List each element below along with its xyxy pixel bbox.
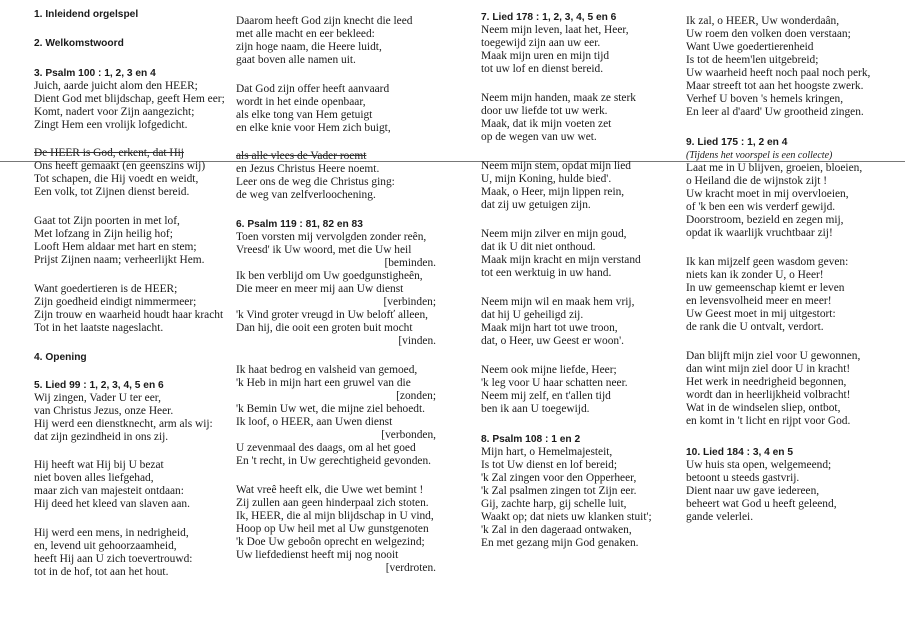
text-line: Maak, dat ik mijn voeten zet: [481, 118, 612, 130]
text-line: Hij werd een mens, in nedrigheid,: [34, 527, 189, 539]
text-line: Uw huis sta open, welgemeend;: [686, 459, 832, 471]
text-line: Hij deed het kleed van slaven aan.: [34, 498, 190, 510]
text-line: Tot schapen, die Hij voedt en weidt,: [34, 173, 199, 185]
text-line: 'k Bemin Uw wet, die mijne ziel behoedt.: [236, 403, 426, 415]
text-line: gande velerlei.: [686, 511, 754, 523]
text-line: 'k Vind groter vreugd in Uw belofť alleen,: [236, 309, 429, 321]
italic-note: (Tijdens het voorspel is een collecte): [686, 150, 833, 161]
text-line: 'k Heb in mijn hart een gruwel van die: [236, 377, 411, 389]
text-line: beheert wat God u heeft geleend,: [686, 498, 837, 510]
text-line: op de wegen van uw wet.: [481, 131, 597, 143]
text-line: Ik loof, o HEER, aan Uwen dienst: [236, 416, 393, 428]
text-line: Dan hij, die ooit een groten buit mocht: [236, 322, 413, 334]
text-line: Ons heeft gemaakt (en geenszins wij): [34, 160, 206, 172]
text-line: Wat vreê heeft elk, die Uwe wet bemint !: [236, 484, 424, 496]
section-heading: 9. Lied 175 : 1, 2 en 4: [686, 137, 788, 148]
text-line: Mijn hart, o Hemelmajesteit,: [481, 446, 613, 458]
section-heading: 3. Psalm 100 : 1, 2, 3 en 4: [34, 68, 156, 79]
text-line: en elke knie voor Hem zich buigt,: [236, 122, 391, 134]
text-line: Laat me in U blijven, groeien, bloeien,: [686, 162, 863, 174]
text-line: U, mijn Koning, hulde bied'.: [481, 173, 612, 185]
text-line: De HEER is God, erkent, dat Hij: [34, 147, 184, 159]
text-line: ben ik aan U toegewijd.: [481, 403, 590, 415]
text-line: Want goedertieren is de HEER;: [34, 283, 178, 295]
text-line: Ik, HEER, die al mijn blijdschap in U vind,: [236, 510, 434, 522]
text-line: maar zich van majesteit ontdaan:: [34, 485, 184, 497]
text-line: Uw Geest moet in mij uitgestort:: [686, 308, 836, 320]
section-heading: 1. Inleidend orgelspel: [34, 9, 139, 20]
continuation-line: [verbonden,: [381, 429, 436, 441]
section-heading: 5. Lied 99 : 1, 2, 3, 4, 5 en 6: [34, 380, 164, 391]
section-heading: 2. Welkomstwoord: [34, 38, 124, 49]
text-line: en Jezus Christus Heere noemt.: [236, 163, 380, 175]
continuation-line: [zonden;: [396, 390, 436, 402]
text-line: Neem mijn stem, opdat mijn lied: [481, 160, 631, 172]
text-line: En 't recht, in Uw gerechtigheid gevonden.: [236, 455, 431, 467]
text-line: Is tot Uw dienst en lof bereid;: [481, 459, 618, 471]
section-heading: 4. Opening: [34, 352, 87, 363]
continuation-line: [verdroten.: [385, 562, 436, 574]
text-line: of 'k ben een wis verderf gewijd.: [686, 201, 836, 213]
text-line: Het werk in needrigheid begonnen,: [686, 376, 847, 388]
text-line: met alle macht en eer bekleed:: [236, 28, 375, 40]
text-line: wordt in het einde openbaar,: [236, 96, 366, 108]
text-line: Vreesd' ik Uw woord, met die Uw heil: [236, 244, 412, 256]
text-line: niet boven alles liefgehad,: [34, 472, 154, 484]
text-line: Zij zullen aan geen hinderpaal zich stoten.: [236, 497, 429, 509]
text-line: en levensvolheid meer en meer!: [686, 295, 832, 307]
continuation-line: [verbinden;: [383, 296, 436, 308]
text-line: U zevenmaal des daags, om al het goed: [236, 442, 416, 454]
text-line: de rank die U ontvalt, verdort.: [686, 321, 824, 333]
text-line: Doorstroom, bezield en zegen mij,: [686, 214, 844, 226]
text-line: dat hij U geheiligd zij.: [481, 309, 584, 321]
text-line: Zijn goedheid eindigt nimmermeer;: [34, 296, 197, 308]
text-line: Maak, o Heer, mijn lippen rein,: [481, 186, 625, 198]
text-line: Leer ons de weg die Christus ging:: [236, 176, 395, 188]
text-line: dat zij uw getuigen zijn.: [481, 199, 591, 211]
text-line: en komt in 't licht en rijpt voor God.: [686, 415, 851, 427]
text-line: gaat boven alle namen uit.: [236, 54, 356, 66]
text-line: en, levend uit gehoorzaamheid,: [34, 540, 177, 552]
text-line: Is tot de heem'len uitgebreid;: [686, 54, 819, 66]
text-line: tot een werktuig in uw hand.: [481, 267, 612, 279]
text-line: Gaat tot Zijn poorten in met lof,: [34, 215, 180, 227]
text-line: Maak mijn kracht en mijn verstand: [481, 254, 641, 266]
text-line: 'k Zal psalmen zingen tot Zijn eer.: [481, 485, 637, 497]
text-line: Ik kan mijzelf geen wasdom geven:: [686, 256, 849, 268]
text-line: dat ik U dit niet onthoud.: [481, 241, 596, 253]
text-line: Tot in het laatste nageslacht.: [34, 322, 164, 334]
text-line: betoont u steeds gastvrij.: [686, 472, 800, 484]
text-line: Juich, aarde juicht alom den HEER;: [34, 80, 198, 92]
text-line: toegewijd zijn aan uw eer.: [481, 37, 601, 49]
text-line: Uw liefdedienst heeft mij nog nooit: [236, 549, 399, 561]
text-line: Neem mijn wil en maak hem vrij,: [481, 296, 635, 308]
text-line: Komt, nadert voor Zijn aangezicht;: [34, 106, 195, 118]
text-line: Verhef U boven 's hemels kringen,: [686, 93, 844, 105]
text-line: Ik haat bedrog en valsheid van gemoed,: [236, 364, 418, 376]
text-line: door uw liefde tot uw werk.: [481, 105, 608, 117]
text-line: 'k Doe Uw geboôn oprecht en welgezind;: [236, 536, 425, 548]
text-line: niets kan ik zonder U, o Heer!: [686, 269, 824, 281]
section-heading: 10. Lied 184 : 3, 4 en 5: [686, 447, 794, 458]
text-line: Wat in de windselen sliep, ontbot,: [686, 402, 841, 414]
text-line: tot uw lof en dienst bereid.: [481, 63, 604, 75]
text-line: Neem mijn zilver en mijn goud,: [481, 228, 627, 240]
text-line: Want Uwe goedertierenheid: [686, 41, 814, 53]
text-line: In uw gemeenschap kiemt er leven: [686, 282, 845, 294]
text-line: Zijn trouw en waarheid houdt haar kracht: [34, 309, 224, 321]
text-line: Zingt Hem een vrolijk lofgedicht.: [34, 119, 188, 131]
text-line: Uw waarheid heeft noch paal noch perk,: [686, 67, 871, 79]
text-line: als alle vlees de Vader roemt: [236, 150, 367, 162]
text-line: Uw kracht moet in mij overvloeien,: [686, 188, 849, 200]
text-line: heeft Hij aan U zich toevertrouwd:: [34, 553, 193, 565]
text-line: Toen vorsten mij vervolgden zonder reên,: [236, 231, 427, 243]
text-line: 'k Zal in den dageraad ontwaken,: [481, 524, 632, 536]
text-line: Wij zingen, Vader U ter eer,: [34, 392, 161, 404]
text-line: Maak mijn uren en mijn tijd: [481, 50, 610, 62]
text-line: Een volk, tot Zijnen dienst bereid.: [34, 186, 190, 198]
text-line: Ik ben verblijd om Uw goedgunstigheên,: [236, 270, 423, 282]
text-line: 'k leg voor U haar schatten neer.: [481, 377, 628, 389]
text-line: Maar streeft tot aan het hoogste zwerk.: [686, 80, 864, 92]
text-line: Prijst Zijnen naam; verheerlijkt Hem.: [34, 254, 205, 266]
text-line: Dient God met blijdschap, geeft Hem eer;: [34, 93, 225, 105]
text-line: En met gezang mijn God genaken.: [481, 537, 639, 549]
text-line: Dient naar uw gave iedereen,: [686, 485, 820, 497]
text-line: wordt dan in heerlijkheid volbracht!: [686, 389, 851, 401]
text-line: dat zijn gezindheid in ons zij.: [34, 431, 169, 443]
text-line: dat, o Heer, uw Geest er woon'.: [481, 335, 624, 347]
text-line: Maak mijn hart tot uwe troon,: [481, 322, 618, 334]
text-line: als elke tong van Hem getuigt: [236, 109, 373, 121]
text-line: Neem ook mijne liefde, Heer;: [481, 364, 617, 376]
continuation-line: [beminden.: [384, 257, 436, 269]
text-line: Hoop op Uw heil met al Uw gunstgenoten: [236, 523, 429, 535]
text-line: Dan blijft mijn ziel voor U gewonnen,: [686, 350, 861, 362]
text-line: Die meer en meer mij aan Uw dienst: [236, 283, 404, 295]
text-line: o Heiland die de wijnstok zijt !: [686, 175, 828, 187]
text-line: Daarom heeft God zijn knecht die leed: [236, 15, 413, 27]
section-heading: 7. Lied 178 : 1, 2, 3, 4, 5 en 6: [481, 12, 617, 23]
text-line: Waakt op; dat niets uw klanken stuit';: [481, 511, 652, 523]
text-line: Uw roem den volken doen verstaan;: [686, 28, 851, 40]
text-line: de weg van zelfverloochening.: [236, 189, 376, 201]
text-line: Looft Hem aldaar met hart en stem;: [34, 241, 197, 253]
text-line: Ik zal, o HEER, Uw wonderdaân,: [686, 15, 840, 27]
text-line: Met lofzang in Zijn heilig hof;: [34, 228, 173, 240]
text-line: zijn hoge naam, die Heere luidt,: [236, 41, 382, 53]
section-heading: 8. Psalm 108 : 1 en 2: [481, 434, 581, 445]
text-line: van Christus Jezus, onze Heer.: [34, 405, 174, 417]
text-line: Hij werd een dienstknecht, arm als wij:: [34, 418, 213, 430]
text-line: Neem mijn leven, laat het, Heer,: [481, 24, 629, 36]
text-line: opdat ik waarlijk vruchtbaar zij!: [686, 227, 833, 239]
section-heading: 6. Psalm 119 : 81, 82 en 83: [236, 219, 363, 230]
text-line: Neem mij zelf, en t'allen tijd: [481, 390, 611, 402]
text-line: dan wint mijn ziel door U in kracht!: [686, 363, 851, 375]
text-line: 'k Zal zingen voor den Opperheer,: [481, 472, 637, 484]
text-line: En leer al d'aard' Uw grootheid zingen.: [686, 106, 864, 118]
continuation-line: [vinden.: [398, 335, 436, 347]
text-line: tot in de hof, tot aan het hout.: [34, 566, 169, 578]
text-line: Gij, zachte harp, gij schelle luit,: [481, 498, 627, 510]
text-line: Hij heeft wat Hij bij U bezat: [34, 459, 164, 471]
text-line: Neem mijn handen, maak ze sterk: [481, 92, 636, 104]
text-line: Dat God zijn offer heeft aanvaard: [236, 83, 390, 95]
